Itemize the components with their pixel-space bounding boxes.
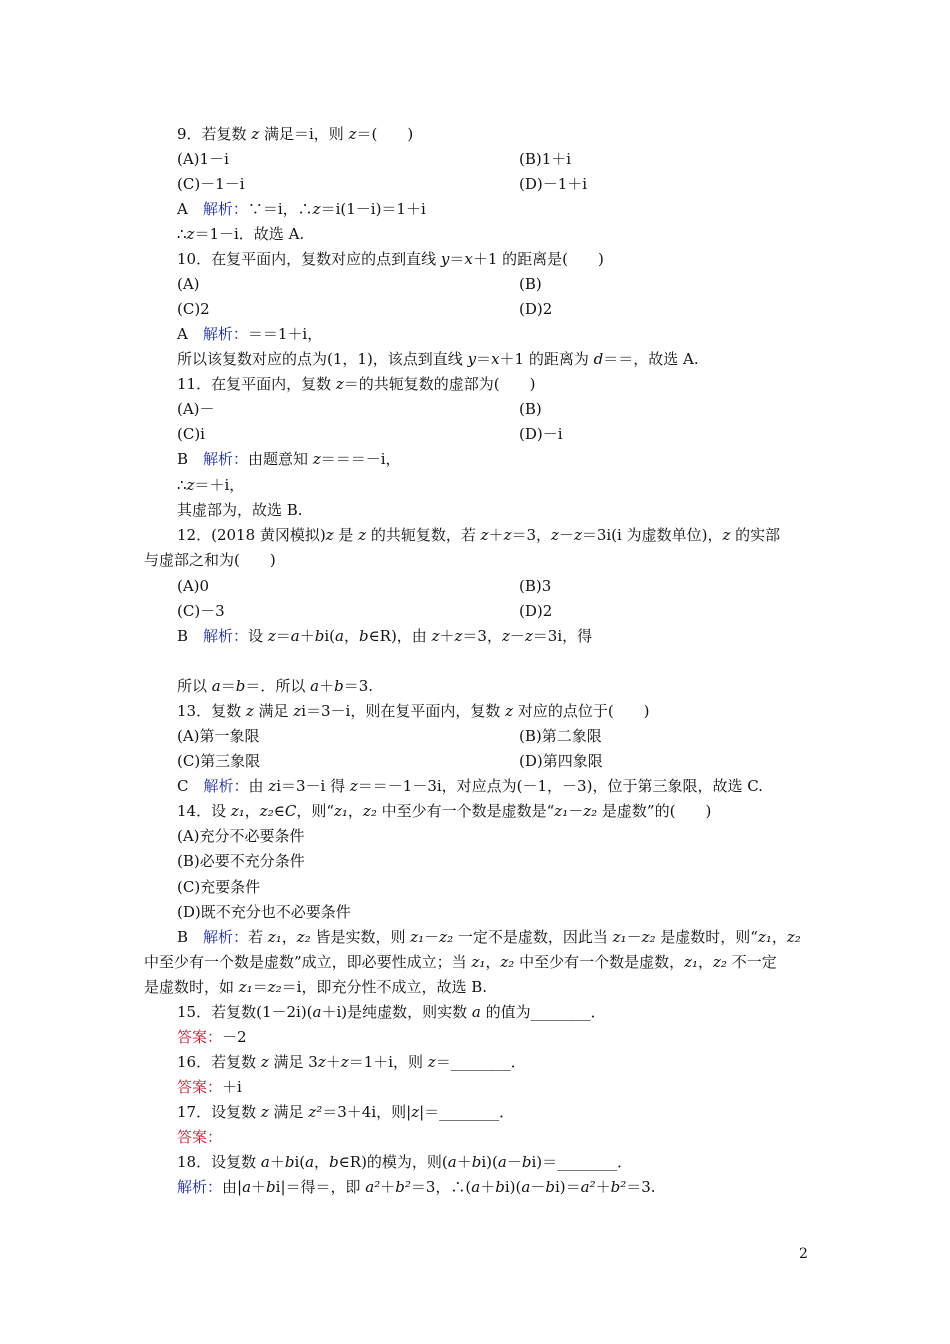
analysis-label: 解析： xyxy=(202,200,248,218)
text-run: 满足 xyxy=(253,702,294,720)
text-run: 18．设复数 xyxy=(177,1153,261,1171)
text-run: ＝i(1－i)＝1＋i xyxy=(320,200,426,218)
text-run: ＝3， xyxy=(462,627,502,645)
text-run: z xyxy=(251,125,260,143)
text-run: ＋ xyxy=(439,627,455,645)
text-run: 由| xyxy=(222,1178,243,1196)
text-run: z₂ xyxy=(500,953,515,971)
text-run: z xyxy=(260,1103,269,1121)
text-run: － xyxy=(626,928,642,946)
text-run: 14．设 xyxy=(177,802,231,820)
text-run: ＋ xyxy=(480,1178,496,1196)
text-run: z₁ xyxy=(612,928,627,946)
text-line xyxy=(177,901,351,923)
text-run: A xyxy=(177,325,203,343)
text-run: b xyxy=(521,1153,532,1171)
text-run: z₁ xyxy=(684,953,699,971)
text-line xyxy=(177,248,604,270)
text-run: ＋ xyxy=(299,627,315,645)
answer-option: (B) xyxy=(519,400,542,418)
answer-option: (B)1＋i xyxy=(519,150,572,168)
answer-option: (A)0 xyxy=(177,577,210,595)
text-run: z xyxy=(349,777,358,795)
text-run: z₂ xyxy=(259,802,274,820)
text-run: ＋ xyxy=(319,677,335,695)
answer-option: (C)i xyxy=(177,425,205,443)
text-run: z₂ xyxy=(267,978,282,996)
text-run: ， xyxy=(244,802,260,820)
text-run: z xyxy=(260,1053,269,1071)
text-run: ＝＝－1－3i，对应点为(－1，－3)，位于第三象限，故选 C. xyxy=(357,777,763,795)
text-run: z xyxy=(268,777,277,795)
answer-option: (C)2 xyxy=(177,300,210,318)
text-run: z xyxy=(454,627,463,645)
text-run: i)＝ xyxy=(554,1178,581,1196)
text-run: － xyxy=(530,1178,546,1196)
text-run: a xyxy=(471,1178,481,1196)
text-run: y xyxy=(467,350,477,368)
text-run: z xyxy=(358,526,367,544)
text-run: ， xyxy=(314,1153,330,1171)
answer-option: (D)2 xyxy=(519,602,553,620)
answer-option: (C)－3 xyxy=(177,602,225,620)
text-run: z xyxy=(325,526,334,544)
text-run: 其虚部为，故选 B. xyxy=(177,501,303,519)
answer-label: 答案： xyxy=(177,1128,223,1146)
text-run: z xyxy=(312,200,321,218)
text-run: z₂ xyxy=(583,802,598,820)
text-line xyxy=(177,825,305,847)
text-run: ＋ xyxy=(269,1153,285,1171)
text-line xyxy=(177,524,780,546)
text-run: z xyxy=(503,526,512,544)
answer-option: (B) xyxy=(519,275,542,293)
text-run: b xyxy=(471,1153,482,1171)
text-run: a xyxy=(290,627,300,645)
answer-option: (D)第四象限 xyxy=(519,752,603,770)
text-run: ＋ xyxy=(251,1178,267,1196)
text-run: ∈R)的模为，则( xyxy=(338,1153,448,1171)
text-run: z₁ xyxy=(238,978,253,996)
text-run: z₁ xyxy=(471,953,486,971)
text-run: a xyxy=(312,1003,322,1021)
text-run: B xyxy=(177,928,204,946)
text-line xyxy=(177,675,373,697)
text-run: |＝________． xyxy=(419,1103,515,1121)
text-run: ＋ xyxy=(488,526,504,544)
text-run: z xyxy=(245,702,254,720)
text-run: 不一定 xyxy=(726,953,777,971)
text-run: ∈ xyxy=(273,802,285,820)
text-run: A xyxy=(177,200,203,218)
text-run: b xyxy=(266,1178,276,1196)
text-run: z₂ xyxy=(713,953,727,971)
text-run: ＝＝＝－i， xyxy=(320,450,401,468)
text-run: 的实部 xyxy=(730,526,781,544)
analysis-label: 解析： xyxy=(203,928,249,946)
text-run: 中至少有一个数是虚数”成立，即必要性成立；当 xyxy=(144,953,472,971)
text-line xyxy=(177,323,322,345)
text-run: z xyxy=(573,526,582,544)
text-line xyxy=(177,1101,514,1123)
text-run: ＝1＋i，则 xyxy=(348,1053,428,1071)
text-run: 9．若复数 xyxy=(177,125,252,143)
answer-label: 答案： xyxy=(177,1078,223,1096)
text-line xyxy=(177,1051,526,1073)
text-run: 所以该复数对应的点为(1，1)，该点到直线 xyxy=(177,350,468,368)
text-run: ∈R)，由 xyxy=(368,627,432,645)
text-run: ＋1 的距离是( ) xyxy=(472,250,604,268)
text-run: ∵＝i，∴ xyxy=(247,200,313,218)
text-run: z₁ xyxy=(757,928,772,946)
text-line xyxy=(177,625,592,647)
text-run: i)( xyxy=(504,1178,522,1196)
text-run: 满足 3 xyxy=(268,1053,318,1071)
text-run: z₁ xyxy=(554,802,569,820)
text-run: x xyxy=(491,350,500,368)
text-run: 中至少有一个数是虚数是“ xyxy=(376,802,555,820)
text-line xyxy=(177,1001,606,1023)
text-run: ∴ xyxy=(177,225,187,243)
text-line xyxy=(144,951,777,973)
text-run: a² xyxy=(580,1178,596,1196)
answer-option: (C)－1－i xyxy=(177,175,245,193)
text-run: － xyxy=(506,1153,522,1171)
answer-option: (A) xyxy=(177,275,200,293)
text-run: z₁ xyxy=(267,928,282,946)
text-run: ，则“ xyxy=(296,802,334,820)
text-run: b² xyxy=(610,1178,627,1196)
text-run: ， xyxy=(485,953,501,971)
text-run: 是 xyxy=(333,526,359,544)
text-run: ， xyxy=(281,928,297,946)
text-run: ＝3， xyxy=(511,526,552,544)
text-run: z xyxy=(431,627,440,645)
text-line xyxy=(177,1126,222,1148)
text-line xyxy=(177,800,711,822)
text-run: z₁ xyxy=(333,802,348,820)
answer-label: 答案： xyxy=(177,1028,223,1046)
text-run: z² xyxy=(308,1103,323,1121)
text-line xyxy=(177,1076,242,1098)
analysis-label: 解析： xyxy=(202,325,248,343)
text-line xyxy=(177,348,699,370)
text-line xyxy=(177,373,535,395)
analysis-label: 解析： xyxy=(177,1178,223,1196)
text-run: z₂ xyxy=(641,928,656,946)
answer-option: (D)－i xyxy=(519,425,563,443)
analysis-label: 解析： xyxy=(203,450,249,468)
text-line xyxy=(177,1151,632,1173)
text-run: z xyxy=(348,125,357,143)
text-run: b xyxy=(314,627,325,645)
text-run: 所以 xyxy=(177,677,212,695)
analysis-label: 解析： xyxy=(203,627,249,645)
text-run: (A)充分不必要条件 xyxy=(177,827,305,845)
text-run: b xyxy=(235,677,246,695)
text-run: C xyxy=(284,802,297,820)
text-run: z xyxy=(267,627,276,645)
text-run: 一定不是虚数，因此当 xyxy=(453,928,613,946)
text-run: ＋ xyxy=(456,1153,472,1171)
analysis-label: 解析： xyxy=(203,777,249,795)
text-run: ＝＝，故选 A. xyxy=(603,350,699,368)
text-run: b xyxy=(284,1153,295,1171)
text-run: i( xyxy=(294,1153,306,1171)
text-run: 的值为________． xyxy=(480,1003,606,1021)
text-run: 17．设复数 xyxy=(177,1103,261,1121)
text-line xyxy=(177,223,304,245)
text-run: i|＝得＝，即 xyxy=(275,1178,366,1196)
text-run: ＝3，∴( xyxy=(410,1178,472,1196)
text-run: a xyxy=(310,677,320,695)
answer-option: (A)第一象限 xyxy=(177,727,260,745)
text-run: 15．若复数(1－2i)( xyxy=(177,1003,313,1021)
text-run: 是虚数时，则“ xyxy=(655,928,758,946)
text-line xyxy=(177,850,305,872)
text-run: z xyxy=(524,627,533,645)
text-run: z xyxy=(411,1103,420,1121)
text-run: 11．在复平面内，复数 xyxy=(177,375,336,393)
text-run: ＝＝1＋i， xyxy=(247,325,323,343)
text-run: z xyxy=(317,1053,326,1071)
text-run: ＝ xyxy=(220,677,236,695)
text-run: z₂ xyxy=(296,928,311,946)
text-line xyxy=(177,700,650,722)
text-run: ＝1－i．故选 A. xyxy=(194,225,305,243)
text-line xyxy=(144,549,276,571)
page-number: 2 xyxy=(799,1246,808,1262)
text-run: － xyxy=(558,526,574,544)
text-line xyxy=(177,499,303,521)
text-run: ＝3i(i 为虚数单位)， xyxy=(581,526,723,544)
text-run: － xyxy=(568,802,584,820)
text-run: (B)必要不充分条件 xyxy=(177,852,305,870)
text-run: ＝ xyxy=(476,350,492,368)
text-run: b xyxy=(329,1153,339,1171)
answer-option: (A)1－i xyxy=(177,150,229,168)
text-run: z xyxy=(186,476,195,494)
text-run: ， xyxy=(698,953,714,971)
text-run: － xyxy=(509,627,525,645)
text-run: ＝ xyxy=(275,627,291,645)
text-run: (D)既不充分也不必要条件 xyxy=(177,903,351,921)
text-run: 中至少有一个数是虚数， xyxy=(514,953,685,971)
text-run: z xyxy=(551,526,559,544)
text-run: B xyxy=(177,450,204,468)
text-run: －2 xyxy=(222,1028,247,1046)
text-run: z xyxy=(505,702,514,720)
text-run: z xyxy=(312,450,321,468)
text-run: ＝3＋4i，则| xyxy=(322,1103,412,1121)
text-run: ， xyxy=(347,802,363,820)
text-run: 的共轭复数，若 xyxy=(366,526,481,544)
text-run: b xyxy=(495,1178,505,1196)
text-run: z xyxy=(480,526,489,544)
text-run: ， xyxy=(771,928,787,946)
text-run: i)＝________． xyxy=(531,1153,633,1171)
text-run: 是虚数”的( ) xyxy=(597,802,712,820)
text-run: z xyxy=(335,375,344,393)
text-run: z₂ xyxy=(362,802,377,820)
text-run: a xyxy=(521,1178,531,1196)
text-run: b xyxy=(358,627,369,645)
text-run: a xyxy=(260,1153,270,1171)
text-run: 10．在复平面内，复数对应的点到直线 xyxy=(177,250,441,268)
text-run: z xyxy=(293,702,302,720)
text-run: ＝3. xyxy=(343,677,374,695)
text-line xyxy=(177,876,260,898)
text-run: 13．复数 xyxy=(177,702,246,720)
text-run: (C)充要条件 xyxy=(177,878,261,896)
answer-option: (D)－1＋i xyxy=(519,175,588,193)
text-line xyxy=(177,448,401,470)
text-run: z xyxy=(722,526,731,544)
text-run: ＋i xyxy=(222,1078,242,1096)
text-run: i)( xyxy=(481,1153,498,1171)
text-run: z₂ xyxy=(786,928,801,946)
text-line xyxy=(177,775,763,797)
text-run: a xyxy=(334,627,344,645)
text-run: z₂ xyxy=(439,928,454,946)
answer-option: (A)－ xyxy=(177,400,215,418)
text-run: 满足＝i，则 xyxy=(259,125,349,143)
answer-option: (C)第三象限 xyxy=(177,752,261,770)
text-run: 16．若复数 xyxy=(177,1053,261,1071)
text-line xyxy=(177,1176,656,1198)
text-line xyxy=(177,1026,247,1048)
text-run: ＝3i，得 xyxy=(532,627,593,645)
text-run: 皆是实数，则 xyxy=(310,928,411,946)
text-run: ＋ xyxy=(325,1053,341,1071)
text-run: 12．(2018 黄冈模拟) xyxy=(177,526,326,544)
text-run: C xyxy=(177,777,204,795)
text-run: a xyxy=(497,1153,507,1171)
text-run: z xyxy=(186,225,195,243)
text-run: 与虚部之和为( ) xyxy=(144,551,276,569)
text-line xyxy=(177,123,413,145)
text-run: a xyxy=(211,677,221,695)
text-run: b xyxy=(334,677,344,695)
text-run: x xyxy=(464,250,473,268)
text-line xyxy=(177,198,426,220)
text-run: ＝________． xyxy=(435,1053,526,1071)
text-run: z₁ xyxy=(410,928,425,946)
text-run: y xyxy=(440,250,450,268)
text-run: ＝．所以 xyxy=(245,677,311,695)
text-run: 对应的点位于( ) xyxy=(513,702,650,720)
answer-option: (D)2 xyxy=(519,300,553,318)
answer-option: (B)第二象限 xyxy=(519,727,602,745)
text-run: ＋1 的距离为 xyxy=(499,350,594,368)
text-line xyxy=(177,926,801,948)
text-run: － xyxy=(424,928,440,946)
text-run: a xyxy=(242,1178,252,1196)
text-run: ∴ xyxy=(177,476,187,494)
text-run: d xyxy=(593,350,604,368)
text-run: 设 xyxy=(248,627,268,645)
text-run: a xyxy=(447,1153,457,1171)
text-run: ＋i)是纯虚数，则实数 xyxy=(321,1003,472,1021)
text-run: ＝( ) xyxy=(356,125,414,143)
text-run: b² xyxy=(395,1178,411,1196)
text-run: ＝的共轭复数的虚部为( ) xyxy=(343,375,536,393)
text-run: 若 xyxy=(248,928,268,946)
text-run: ＋ xyxy=(595,1178,611,1196)
text-run: z₁ xyxy=(230,802,245,820)
text-run: ＝3. xyxy=(626,1178,656,1196)
text-run: a xyxy=(471,1003,481,1021)
text-run: ＝ xyxy=(449,250,465,268)
text-run: 由 xyxy=(248,777,269,795)
answer-option: (B)3 xyxy=(519,577,552,595)
text-run: 由题意知 xyxy=(248,450,313,468)
text-run: z xyxy=(427,1053,436,1071)
text-run: a xyxy=(305,1153,315,1171)
text-run: z xyxy=(501,627,510,645)
text-run: ＝i，即充分性不成立，故选 B. xyxy=(281,978,487,996)
text-run: i( xyxy=(324,627,335,645)
text-run: 满足 xyxy=(268,1103,309,1121)
text-run: ， xyxy=(343,627,359,645)
text-line xyxy=(177,474,244,496)
text-run: ＝＋i， xyxy=(194,476,245,494)
text-run: ＝ xyxy=(252,978,268,996)
text-run: b xyxy=(545,1178,555,1196)
text-run: i＝3－i，则在复平面内，复数 xyxy=(301,702,506,720)
text-run: 是虚数时，如 xyxy=(144,978,239,996)
text-run: ＋ xyxy=(380,1178,396,1196)
text-run: a² xyxy=(365,1178,381,1196)
text-run: z xyxy=(340,1053,349,1071)
text-line xyxy=(144,976,487,998)
text-run: i＝3－i 得 xyxy=(276,777,350,795)
text-run: B xyxy=(177,627,204,645)
